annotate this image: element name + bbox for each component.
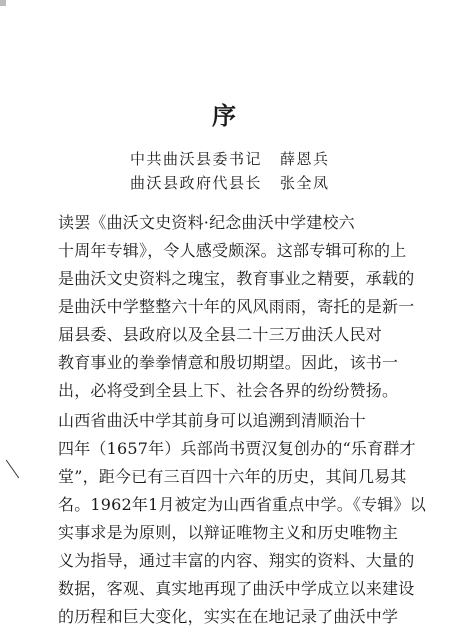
body-line: 山西省曲沃中学其前身可以追溯到清顺治十 <box>58 411 366 430</box>
scan-edge-mark <box>0 0 6 6</box>
body-line: 堂”，距今已有三百四十六年的历史，其间几易其 <box>58 467 407 486</box>
signature-name: 张全凤 <box>280 174 330 192</box>
body-line: 名。1962年1月被定为山西省重点中学。《专辑》以 <box>58 495 426 514</box>
body-line: 届县委、县政府以及全县二十三万曲沃人民对 <box>58 325 383 344</box>
body-line: 读罢《曲沃文史资料·纪念曲沃中学建校六 <box>58 213 355 232</box>
body-line: 出，必将受到全县上下、社会各界的纷纷赞扬。 <box>58 381 399 400</box>
signature-line <box>130 148 430 169</box>
body-line: 十周年专辑》，令人感受颇深。这部专辑可称的上 <box>58 241 407 260</box>
body-line: 教育事业的拳拳情意和殷切期望。因此，该书一 <box>58 353 399 372</box>
body-line: 是曲沃文史资料之瑰宝，教育事业之精要，承载的 <box>58 269 415 288</box>
page-title: 序 <box>212 101 238 130</box>
body-line: 数据，客观、真实地再现了曲沃中学成立以来建设 <box>58 579 415 598</box>
signature-name: 薛恩兵 <box>280 150 330 168</box>
body-line: 的历程和巨大变化，实实在在地记录了曲沃中学 <box>58 607 399 626</box>
signature-line <box>130 172 430 193</box>
signature-role: 中共曲沃县委书记 <box>130 150 263 168</box>
body-line: 实事求是为原则，以辩证唯物主义和历史唯物主 <box>58 523 399 542</box>
signature-role: 曲沃县政府代县长 <box>130 174 263 192</box>
body-line: 四年（1657年）兵部尚书贾汉复创办的“乐育群才 <box>58 439 416 458</box>
scan-stray-mark <box>6 460 19 479</box>
body-line: 义为指导，通过丰富的内容、翔实的资料、大量的 <box>58 551 415 570</box>
body-line: 是曲沃中学整整六十年的风风雨雨，寄托的是新一 <box>58 297 415 316</box>
